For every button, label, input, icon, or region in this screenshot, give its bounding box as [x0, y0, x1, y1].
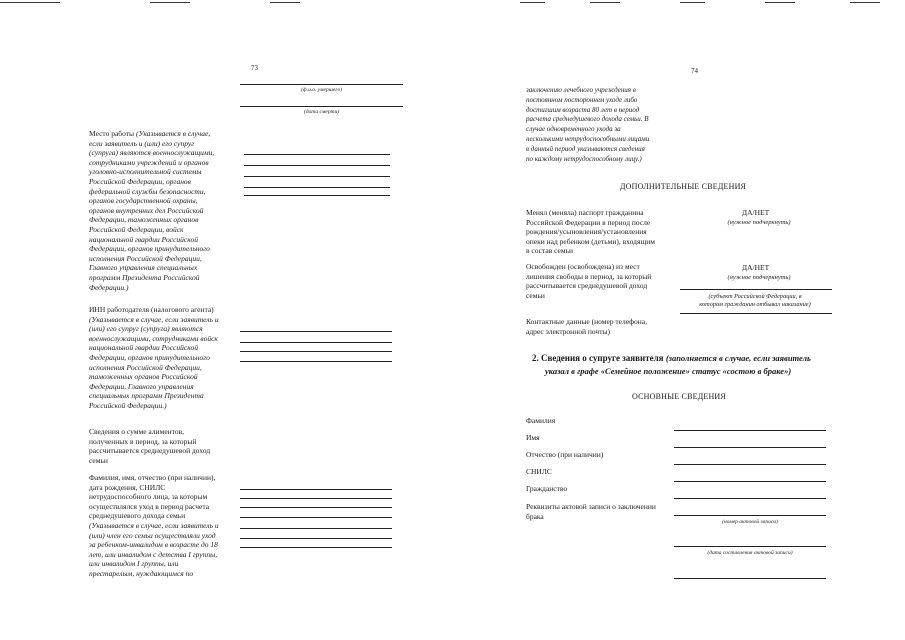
workplace-note-0: (Указывается в случае, — [135, 129, 211, 138]
record-number-caption: (номер актовой записи) — [722, 519, 778, 525]
workplace-note-8: органов внутренних дел Российской — [89, 205, 204, 215]
subject-hint-1: котором гражданин отбывал наказание) — [699, 301, 811, 308]
workplace-note-16: Федерации.) — [89, 282, 129, 292]
inn-note-9: Российской Федерации.) — [89, 400, 167, 410]
inn-field-1[interactable] — [240, 331, 392, 332]
alimony-line-3: семьи — [89, 455, 108, 465]
disabled-care-field-1[interactable] — [240, 489, 392, 490]
record-number-field[interactable] — [674, 515, 826, 516]
fio-line — [240, 84, 403, 85]
record-line-1: брака — [526, 511, 544, 521]
subject-hint — [670, 293, 840, 309]
record-line-0: Реквизиты актовой записи о заключении — [526, 502, 656, 511]
inn-note-3: национальной гвардии Российской — [89, 343, 198, 353]
continuation-line-1: постоянном постороннем уходе либо — [526, 95, 638, 104]
workplace-note-6: федеральной службы безопасности, — [89, 186, 206, 196]
workplace-block — [89, 129, 239, 292]
field-label-patronymic: Отчество (при наличии) — [526, 450, 604, 459]
continuation-note — [526, 86, 716, 164]
continuation-line-3: расчета среднедушевого дохода семьи. В — [526, 115, 649, 124]
right-page — [452, 0, 905, 640]
section2-subtitle — [545, 366, 855, 377]
disabled-care-note-5: престарелым, нуждающимся по — [89, 568, 194, 578]
snils-field[interactable] — [674, 481, 826, 482]
fio-caption: (ф.и.о. умершего) — [300, 87, 343, 93]
death-date-line — [240, 106, 403, 107]
subject-hint-0: (субъект Российской Федерации, в — [708, 293, 802, 300]
name-field[interactable] — [674, 447, 826, 448]
field-label-surname: Фамилия — [526, 416, 556, 425]
alimony-line-2: рассчитывается среднедушевой доход — [89, 446, 211, 456]
workplace-note-10: Российской Федерации, войск — [89, 224, 184, 234]
section2-note-1: (заполняется в случае, если заявитель — [665, 353, 811, 363]
basic-info-header: ОСНОВНЫЕ СВЕДЕНИЯ — [632, 392, 726, 401]
workplace-field-1[interactable] — [244, 154, 390, 155]
passport-answer[interactable]: ДА/НЕТ — [742, 208, 770, 217]
page-number-right: 74 — [691, 67, 698, 75]
field-label-citizenship: Гражданство — [526, 484, 568, 493]
disabled-care-note-2: за ребенком-инвалидом в возрасте до 18 — [89, 540, 218, 550]
workplace-note-12: Федерации, органов принудительного — [89, 244, 210, 254]
workplace-note-13: исполнения Российской Федерации, — [89, 253, 202, 263]
continuation-line-6: в данный период указываются сведения — [526, 144, 645, 153]
workplace-note-9: Федерации, таможенных органов — [89, 215, 199, 225]
disabled-care-line-2: нетрудоспособного лица, за которым — [89, 492, 208, 502]
subject-field[interactable] — [680, 289, 832, 290]
disabled-care-note-1: (или) член его семьи осуществляли уход — [89, 530, 216, 540]
passport-line-1: Российской Федерации в период после — [526, 217, 651, 227]
disabled-care-block — [89, 473, 249, 579]
contacts-line-0: Контактные данные (номер телефона, — [526, 317, 647, 326]
death-date-caption: (дата смерти) — [303, 109, 340, 115]
inn-block — [89, 305, 249, 411]
continuation-line-7: по каждому нетрудоспособному лицу.) — [526, 154, 642, 163]
workplace-note-11: национальной гвардии Российской — [89, 234, 198, 244]
continuation-line-0: заключению лечебного учреждения в — [526, 86, 636, 94]
released-line-3: семьи — [526, 290, 545, 300]
continuation-line-5: несколькими нетрудоспособными лицами — [526, 134, 650, 143]
workplace-field-3[interactable] — [244, 176, 390, 177]
disabled-care-line-3: осуществлялся уход в период расчета — [89, 501, 210, 511]
section2-note-2: указал в графе «Семейное положение» статус «состою в браке») — [545, 366, 792, 376]
disabled-care-field-5[interactable] — [240, 528, 392, 529]
inn-field-3[interactable] — [240, 351, 392, 352]
surname-field[interactable] — [674, 430, 826, 431]
alimony-line-1: полученных в период, за который — [89, 436, 197, 446]
page-number-left: 73 — [251, 64, 258, 72]
additional-info-header: ДОПОЛНИТЕЛЬНЫЕ СВЕДЕНИЯ — [620, 182, 747, 191]
passport-change-block — [526, 208, 686, 256]
contacts-line-1: адрес электронной почты) — [526, 326, 611, 336]
inn-note-8: специальных программ Президента — [89, 391, 204, 401]
disabled-care-field-3[interactable] — [240, 507, 392, 508]
disabled-care-line-1: дата рождения, СНИЛС — [89, 482, 166, 492]
released-answer-hint: (нужное подчеркнуть) — [727, 274, 791, 281]
record-date-caption: (дата составления актовой записи) — [707, 550, 793, 556]
contacts-block — [526, 317, 686, 336]
contacts-field[interactable] — [680, 313, 832, 314]
disabled-care-note-0: (Указывается в случае, если заявитель и — [89, 520, 219, 530]
inn-note-5: исполнения Российской Федерации, — [89, 362, 202, 372]
disabled-care-field-6[interactable] — [240, 538, 392, 539]
field-label-name: Имя — [526, 433, 540, 442]
passport-line-4: в состав семьи — [526, 246, 574, 256]
workplace-note-5: Российской Федерации, органов — [89, 176, 191, 186]
passport-line-2: рождения/усыновления/установления — [526, 227, 647, 237]
citizenship-field[interactable] — [674, 498, 826, 499]
inn-field-4[interactable] — [240, 361, 392, 362]
workplace-note-1: если заявитель и (или) его супруг — [89, 138, 195, 148]
workplace-field-2[interactable] — [244, 165, 390, 166]
disabled-care-line-4: среднедушевого дохода семьи — [89, 511, 186, 521]
section2-title — [532, 353, 842, 364]
disabled-care-field-7[interactable] — [240, 547, 392, 548]
passport-line-3: опеки над ребенком (детьми), входящим — [526, 236, 655, 246]
left-page — [0, 0, 452, 640]
inn-note-0: (Указывается в случае, если заявитель и — [89, 314, 219, 324]
field-label-snils: СНИЛС — [526, 467, 552, 476]
workplace-label: Место работы — [89, 129, 135, 138]
released-line-2: рассчитывается среднедушевой доход — [526, 281, 648, 291]
workplace-note-3: сотрудниками учреждений и органов — [89, 157, 209, 167]
disabled-care-field-2[interactable] — [240, 498, 392, 499]
released-block — [526, 262, 686, 300]
workplace-field-5[interactable] — [244, 195, 390, 196]
workplace-note-14: Главного управления специальных — [89, 263, 198, 273]
released-line-1: лишения свободы в период, за который — [526, 271, 652, 281]
extra-field[interactable] — [674, 578, 826, 579]
workplace-field-4[interactable] — [244, 187, 390, 188]
patronymic-field[interactable] — [674, 464, 826, 465]
marriage-record-label — [526, 502, 686, 521]
passport-answer-hint: (нужное подчеркнуть) — [727, 219, 791, 226]
inn-label: ИНН работодателя (налогового агента) — [89, 305, 214, 314]
workplace-note-15: программ Президента Российской — [89, 272, 200, 282]
disabled-care-note-4: или инвалидом I группы, или — [89, 559, 179, 569]
continuation-line-2: достигшим возраста 80 лет в период — [526, 105, 640, 114]
inn-note-1: (или) его супруг (супруга) являются — [89, 324, 203, 334]
inn-note-2: военнослужащими, сотрудниками войск — [89, 333, 218, 343]
record-date-field[interactable] — [674, 546, 826, 547]
released-line-0: Освобожден (освобождена) из мест — [526, 262, 640, 271]
released-answer[interactable]: ДА/НЕТ — [742, 263, 770, 272]
workplace-note-2: (супруга) являются военнослужащими, — [89, 148, 215, 158]
workplace-note-7: органов государственной охраны, — [89, 196, 198, 206]
inn-note-6: таможенных органов Российской — [89, 372, 198, 382]
inn-note-4: Федерации, органов принудительного — [89, 352, 210, 362]
disabled-care-line-0: Фамилия, имя, отчество (при наличии), — [89, 473, 216, 482]
section2-heading: 2. Сведения о супруге заявителя — [532, 353, 664, 363]
workplace-note-4: уголовно-исполнительной системы — [89, 167, 202, 177]
passport-line-0: Менял (меняла) паспорт гражданина — [526, 208, 644, 217]
alimony-line-0: Сведения о сумме алиментов, — [89, 427, 185, 436]
inn-field-2[interactable] — [240, 342, 392, 343]
disabled-care-note-3: лет, или инвалидом с детства I группы, — [89, 549, 218, 559]
disabled-care-field-4[interactable] — [240, 517, 392, 518]
continuation-line-4: случае одновременного ухода за — [526, 125, 621, 134]
inn-note-7: Федерации, Главного управления — [89, 381, 194, 391]
alimony-block — [89, 427, 239, 465]
